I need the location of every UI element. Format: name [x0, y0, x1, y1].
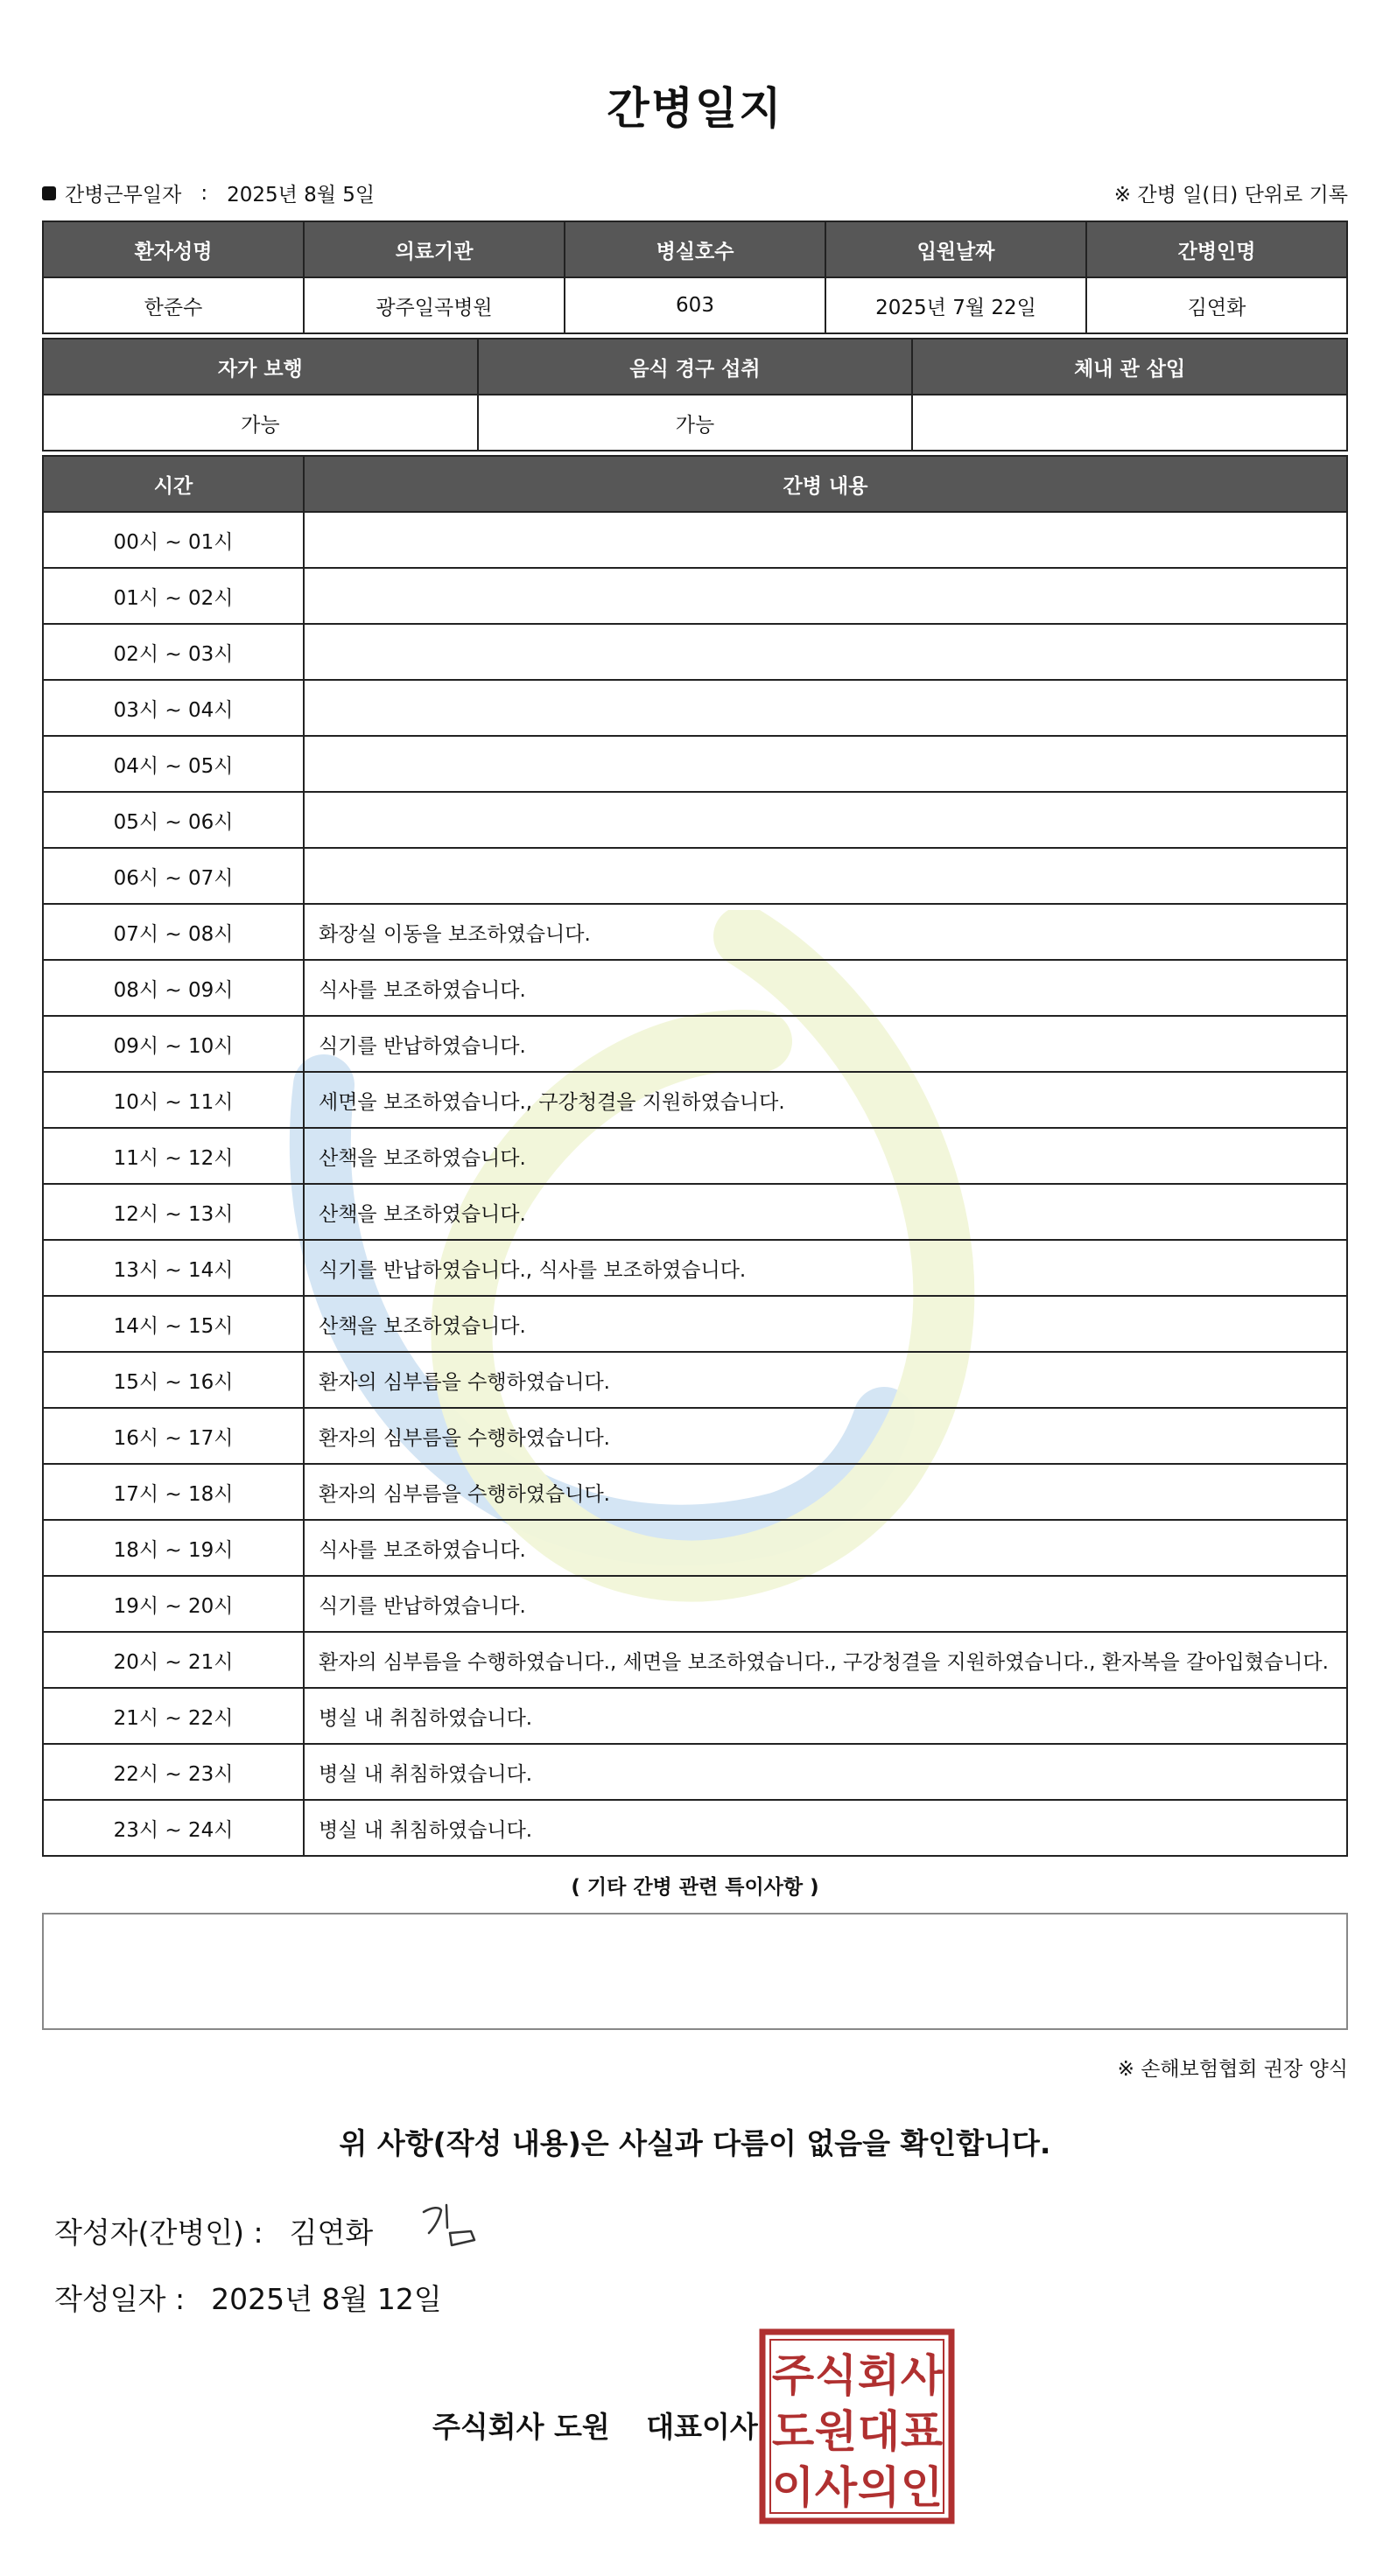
log-content: 병실 내 취침하였습니다.	[304, 1688, 1347, 1744]
header-admission-date: 입원날짜	[825, 221, 1086, 277]
confirmation-statement: 위 사항(작성 내용)은 사실과 다름이 없음을 확인합니다.	[339, 2126, 1051, 2160]
patient-status-table	[42, 338, 1348, 452]
log-content: 식사를 보조하였습니다.	[304, 1520, 1347, 1576]
seal-character: 사	[900, 2350, 944, 2401]
log-content	[304, 680, 1347, 736]
table-row	[43, 1464, 1347, 1520]
table-row	[43, 1184, 1347, 1240]
handwritten-signature	[420, 2202, 490, 2250]
seal-character: 이	[771, 2462, 815, 2513]
care-log-body	[43, 512, 1347, 1856]
care-log-table	[42, 455, 1348, 1857]
header-self-walking: 자가 보행	[43, 339, 478, 395]
header-caregiver-name: 간병인명	[1086, 221, 1347, 277]
log-content: 산책을 보조하였습니다.	[304, 1296, 1347, 1352]
patient-name: 한준수	[43, 277, 304, 333]
header-hospital: 의료기관	[304, 221, 565, 277]
special-notes-box	[42, 1913, 1348, 2030]
document-title: 간병일지	[607, 83, 783, 134]
work-date-row	[42, 178, 375, 207]
work-date-value: 2025년 8월 5일	[227, 184, 376, 206]
table-row	[43, 1296, 1347, 1352]
log-content: 병실 내 취침하였습니다.	[304, 1744, 1347, 1800]
table-row	[43, 1576, 1347, 1632]
written-date-value: 2025년 8월 12일	[211, 2282, 442, 2316]
table-row	[43, 1744, 1347, 1800]
hospital-name: 광주일곡병원	[304, 277, 565, 333]
log-content	[304, 736, 1347, 792]
table-row	[43, 1408, 1347, 1464]
log-content: 병실 내 취침하였습니다.	[304, 1800, 1347, 1856]
seal-character: 도	[771, 2406, 815, 2457]
company-name: 주식회사 도원	[432, 2410, 610, 2444]
log-time: 18시 ~ 19시	[43, 1520, 304, 1576]
table-row	[43, 1016, 1347, 1072]
seal-character: 사	[814, 2462, 858, 2513]
table-row	[43, 1520, 1347, 1576]
log-content	[304, 624, 1347, 680]
table-row	[43, 512, 1347, 568]
log-time: 08시 ~ 09시	[43, 960, 304, 1016]
company-signature-line	[432, 2404, 758, 2446]
log-time: 22시 ~ 23시	[43, 1744, 304, 1800]
log-content: 세면을 보조하였습니다., 구강청결을 지원하였습니다.	[304, 1072, 1347, 1128]
log-time: 07시 ~ 08시	[43, 904, 304, 960]
writer-name: 김연화	[289, 2216, 374, 2250]
log-content	[304, 512, 1347, 568]
log-time: 06시 ~ 07시	[43, 848, 304, 904]
record-unit-note: ※ 간병 일(日) 단위로 기록	[1113, 184, 1348, 206]
seal-character: 식	[814, 2350, 858, 2401]
table-row	[43, 848, 1347, 904]
log-content: 식사를 보조하였습니다.	[304, 960, 1347, 1016]
seal-character: 대	[857, 2406, 901, 2457]
log-time: 19시 ~ 20시	[43, 1576, 304, 1632]
oral-intake-value: 가능	[478, 395, 913, 451]
log-content: 환자의 심부름을 수행하였습니다.	[304, 1352, 1347, 1408]
self-walking-value: 가능	[43, 395, 478, 451]
seal-character: 표	[900, 2406, 944, 2457]
log-time: 11시 ~ 12시	[43, 1128, 304, 1184]
seal-character: 의	[857, 2462, 901, 2513]
log-time: 03시 ~ 04시	[43, 680, 304, 736]
table-row	[43, 624, 1347, 680]
log-content: 산책을 보조하였습니다.	[304, 1184, 1347, 1240]
written-date-row	[54, 2277, 442, 2318]
representative-title: 대표이사	[646, 2410, 758, 2444]
log-time: 16시 ~ 17시	[43, 1408, 304, 1464]
header-oral-intake: 음식 경구 섭취	[478, 339, 913, 395]
seal-character: 인	[900, 2462, 944, 2513]
table-row	[43, 736, 1347, 792]
tube-insertion-value	[912, 395, 1347, 451]
log-time: 21시 ~ 22시	[43, 1688, 304, 1744]
seal-character: 원	[814, 2406, 858, 2457]
log-time: 12시 ~ 13시	[43, 1184, 304, 1240]
table-row	[43, 1128, 1347, 1184]
log-content: 환자의 심부름을 수행하였습니다., 세면을 보조하였습니다., 구강청결을 지원하였습니다., 환자복을 갈아입혔습니다.	[304, 1632, 1347, 1688]
log-content	[304, 792, 1347, 848]
seal-character: 주	[771, 2350, 815, 2401]
table-row	[43, 568, 1347, 624]
writer-label: 작성자(간병인) :	[54, 2216, 263, 2250]
log-content: 식기를 반납하였습니다., 식사를 보조하였습니다.	[304, 1240, 1347, 1296]
table-row	[43, 904, 1347, 960]
log-content: 화장실 이동을 보조하였습니다.	[304, 904, 1347, 960]
table-row	[43, 1632, 1347, 1688]
recommendation-note: ※ 손해보험협회 권장 양식	[1117, 2058, 1348, 2081]
log-time: 04시 ~ 05시	[43, 736, 304, 792]
log-time: 05시 ~ 06시	[43, 792, 304, 848]
log-time: 17시 ~ 18시	[43, 1464, 304, 1520]
table-row	[43, 1800, 1347, 1856]
work-date-label: 간병근무일자	[65, 184, 182, 206]
table-row	[43, 1352, 1347, 1408]
log-content: 식기를 반납하였습니다.	[304, 1016, 1347, 1072]
table-row	[43, 960, 1347, 1016]
log-content: 환자의 심부름을 수행하였습니다.	[304, 1464, 1347, 1520]
log-content	[304, 568, 1347, 624]
special-notes-title: ( 기타 간병 관련 특이사항 )	[571, 1876, 819, 1899]
bullet-icon	[42, 186, 56, 200]
table-row	[43, 1240, 1347, 1296]
table-row	[43, 792, 1347, 848]
log-time: 15시 ~ 16시	[43, 1352, 304, 1408]
table-row	[43, 1072, 1347, 1128]
log-content: 환자의 심부름을 수행하였습니다.	[304, 1408, 1347, 1464]
header-care-content: 간병 내용	[304, 456, 1347, 512]
log-time: 02시 ~ 03시	[43, 624, 304, 680]
header-room-number: 병실호수	[565, 221, 825, 277]
log-content: 산책을 보조하였습니다.	[304, 1128, 1347, 1184]
log-time: 13시 ~ 14시	[43, 1240, 304, 1296]
header-patient-name: 환자성명	[43, 221, 304, 277]
log-time: 20시 ~ 21시	[43, 1632, 304, 1688]
log-time: 23시 ~ 24시	[43, 1800, 304, 1856]
caregiver-name: 김연화	[1086, 277, 1347, 333]
writer-row	[54, 2210, 373, 2251]
log-time: 14시 ~ 15시	[43, 1296, 304, 1352]
written-date-label: 작성일자 :	[54, 2282, 186, 2316]
table-row	[43, 1688, 1347, 1744]
company-seal-stamp	[758, 2328, 956, 2525]
header-time: 시간	[43, 456, 304, 512]
seal-character: 회	[857, 2350, 901, 2401]
log-time: 10시 ~ 11시	[43, 1072, 304, 1128]
work-date-separator: :	[200, 181, 208, 205]
room-number: 603	[565, 277, 825, 333]
log-time: 09시 ~ 10시	[43, 1016, 304, 1072]
table-row	[43, 680, 1347, 736]
log-time: 01시 ~ 02시	[43, 568, 304, 624]
log-content: 식기를 반납하였습니다.	[304, 1576, 1347, 1632]
patient-info-table	[42, 220, 1348, 334]
log-content	[304, 848, 1347, 904]
admission-date: 2025년 7월 22일	[825, 277, 1086, 333]
log-time: 00시 ~ 01시	[43, 512, 304, 568]
header-tube-insertion: 체내 관 삽입	[912, 339, 1347, 395]
